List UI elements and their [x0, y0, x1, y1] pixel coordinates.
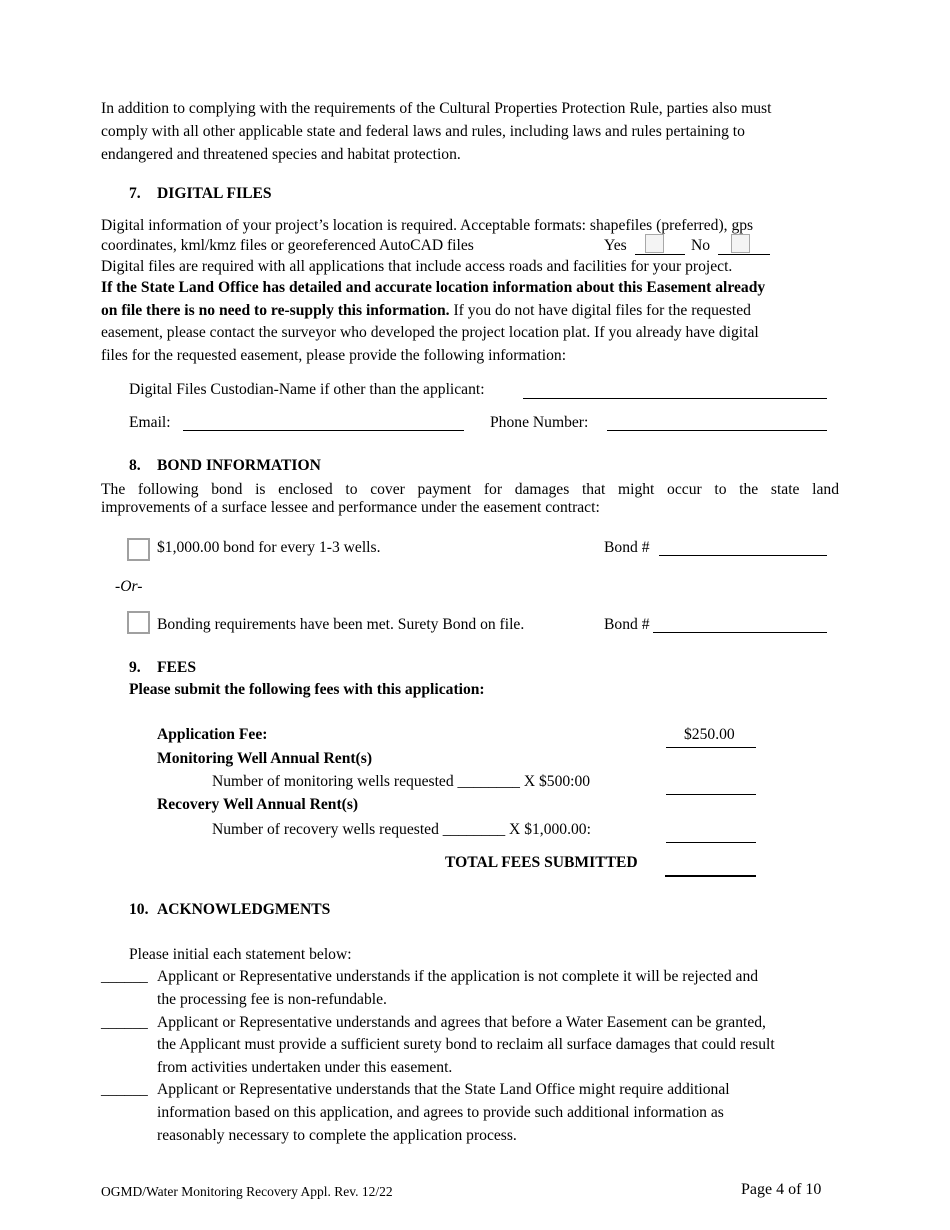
- email-field[interactable]: [183, 430, 464, 431]
- section-10-number: 10.: [129, 901, 149, 918]
- phone-label: Phone Number:: [490, 414, 589, 431]
- bond-number-label-2: Bond #: [604, 616, 650, 633]
- digital-info-line-5: [101, 302, 751, 320]
- intro-line-1: In addition to complying with the requirements of the Cultural Properties Protection Rule, parties also must: [101, 100, 772, 117]
- digital-info-line-1: Digital information of your project’s location is required. Acceptable formats: shapefiles (preferred), gps: [101, 217, 754, 234]
- application-fee-line: [666, 747, 756, 748]
- ack-1-line-2: the processing fee is non-refundable.: [157, 991, 387, 1008]
- yes-checkbox[interactable]: [645, 234, 664, 253]
- bond-option-2-checkbox[interactable]: [127, 611, 150, 634]
- bond-option-1-label: $1,000.00 bond for every 1-3 wells.: [157, 539, 381, 556]
- bond-desc-line-1: The following bond is enclosed to cover payment for damages that might occur to the state land: [101, 481, 839, 498]
- digital-info-line-7: files for the requested easement, please provide the following information:: [101, 347, 567, 364]
- recovery-fee-field[interactable]: [666, 842, 756, 843]
- initial-blank-2[interactable]: ______: [101, 1014, 148, 1031]
- digital-info-line-3: Digital files are required with all applications that include access roads and facilities for your project.: [101, 258, 733, 275]
- ack-3-line-2: information based on this application, and agrees to provide such additional information as: [157, 1104, 724, 1121]
- custodian-name-field[interactable]: [523, 398, 827, 399]
- application-fee-value: $250.00: [684, 726, 735, 743]
- monitoring-heading: Monitoring Well Annual Rent(s): [157, 750, 373, 767]
- application-fee-label: Application Fee:: [157, 726, 268, 743]
- intro-line-2: comply with all other applicable state and federal laws and rules, including laws and rules pertaining to: [101, 123, 745, 140]
- bond-number-label-1: Bond #: [604, 539, 650, 556]
- initial-blank-1[interactable]: ______: [101, 968, 148, 985]
- no-label: No: [691, 237, 711, 254]
- total-fees-field[interactable]: [665, 875, 756, 877]
- section-7-title: DIGITAL FILES: [157, 185, 272, 202]
- yes-label: Yes: [604, 237, 627, 254]
- digital-info-line-2: coordinates, kml/kmz files or georeferenced AutoCAD files: [101, 237, 474, 254]
- bond-number-field-2[interactable]: [653, 632, 827, 633]
- intro-line-3: endangered and threatened species and habitat protection.: [101, 146, 461, 163]
- no-checkbox[interactable]: [731, 234, 750, 253]
- ack-2-line-3: from activities undertaken under this easement.: [157, 1059, 453, 1076]
- bond-number-field-1[interactable]: [659, 555, 827, 556]
- bond-desc-line-2: improvements of a surface lessee and performance under the easement contract:: [101, 499, 600, 516]
- page-number: Page 4 of 10: [741, 1181, 822, 1198]
- bond-option-1-checkbox[interactable]: [127, 538, 150, 561]
- section-8-number: 8.: [129, 457, 141, 474]
- recovery-wells-line: Number of recovery wells requested ________ X $1,000.00:: [212, 821, 591, 838]
- yes-underline: [635, 254, 685, 255]
- custodian-label: Digital Files Custodian-Name if other than the applicant:: [129, 381, 485, 398]
- digital-info-bold-1: If the State Land Office has detailed and accurate location information about this Easement already: [101, 279, 766, 296]
- section-9-title: FEES: [157, 659, 196, 676]
- digital-info-bold-2: on file there is no need to re-supply this information.: [101, 302, 450, 319]
- monitoring-fee-field[interactable]: [666, 794, 756, 795]
- section-7-number: 7.: [129, 185, 141, 202]
- monitoring-wells-line: Number of monitoring wells requested ________ X $500:00: [212, 773, 591, 790]
- initial-blank-3[interactable]: ______: [101, 1081, 148, 1098]
- bond-option-2-label: Bonding requirements have been met. Surety Bond on file.: [157, 616, 525, 633]
- or-text: -Or-: [115, 578, 143, 595]
- ack-3-line-3: reasonably necessary to complete the application process.: [157, 1127, 517, 1144]
- section-9-number: 9.: [129, 659, 141, 676]
- initial-instruction: Please initial each statement below:: [129, 946, 352, 963]
- digital-info-line-5-rest: If you do not have digital files for the requested: [449, 302, 751, 319]
- fees-subtitle: Please submit the following fees with this application:: [129, 681, 485, 698]
- ack-2-line-2: the Applicant must provide a sufficient surety bond to reclaim all surface damages that could result: [157, 1036, 775, 1053]
- total-fees-label: TOTAL FEES SUBMITTED: [445, 854, 638, 871]
- ack-1-line-1: Applicant or Representative understands if the application is not complete it will be rejected and: [157, 968, 759, 985]
- email-label: Email:: [129, 414, 171, 431]
- phone-field[interactable]: [607, 430, 827, 431]
- section-10-title: ACKNOWLEDGMENTS: [157, 901, 331, 918]
- recovery-heading: Recovery Well Annual Rent(s): [157, 796, 359, 813]
- ack-2-line-1: Applicant or Representative understands and agrees that before a Water Easement can be granted,: [157, 1014, 766, 1031]
- ack-3-line-1: Applicant or Representative understands that the State Land Office might require additional: [157, 1081, 730, 1098]
- no-underline: [718, 254, 770, 255]
- form-id: OGMD/Water Monitoring Recovery Appl. Rev. 12/22: [101, 1184, 393, 1199]
- section-8-title: BOND INFORMATION: [157, 457, 321, 474]
- digital-info-line-6: easement, please contact the surveyor who developed the project location plat. If you already have digital: [101, 324, 759, 341]
